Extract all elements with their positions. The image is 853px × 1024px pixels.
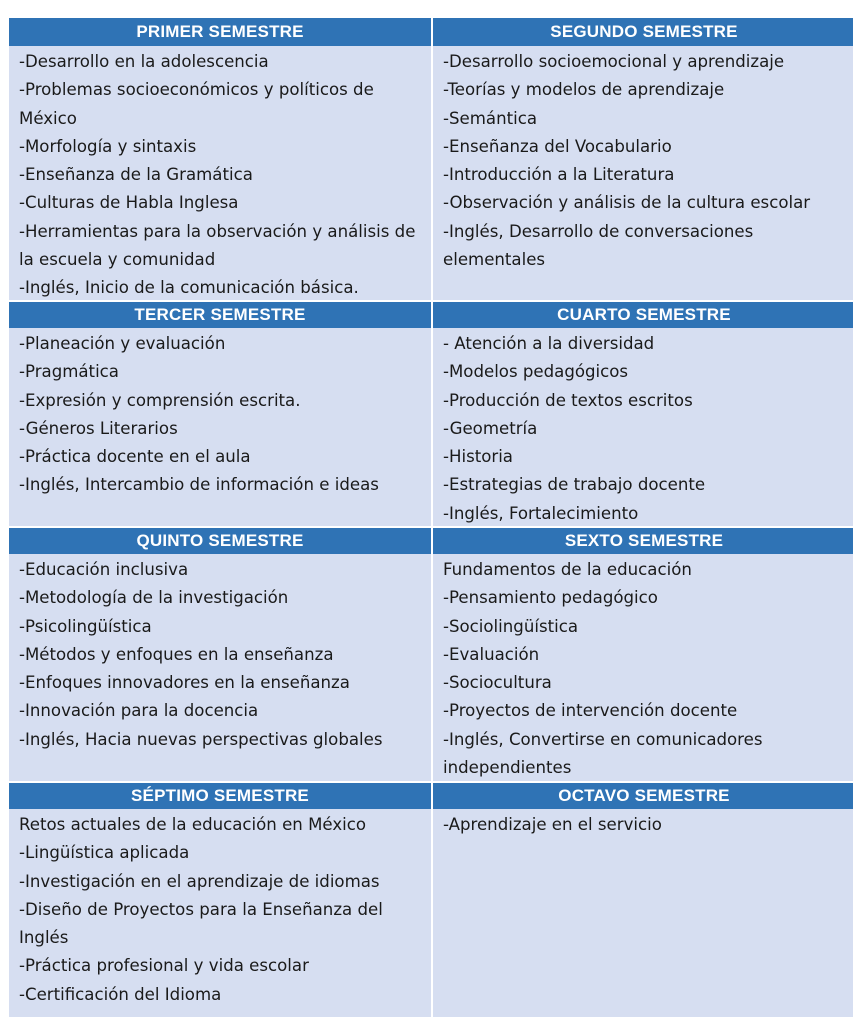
- semester-header: SÉPTIMO SEMESTRE: [9, 781, 433, 809]
- semester-header: QUINTO SEMESTRE: [9, 526, 433, 554]
- course-list: [443, 556, 853, 781]
- course-item: -Práctica docente en el aula: [19, 447, 251, 467]
- course-item: -Producción de textos escritos: [443, 390, 693, 410]
- course-item: -Sociolingüística: [443, 616, 579, 636]
- semester-courses-cell: [433, 809, 853, 1017]
- course-item: -Pragmática: [19, 362, 119, 382]
- semester-courses-cell: [9, 554, 433, 781]
- course-item: -Problemas socioeconómicos y políticos de México: [19, 80, 374, 128]
- course-list: [19, 811, 431, 1009]
- course-list: [19, 330, 431, 500]
- course-item: -Psicolingüística: [19, 616, 152, 636]
- course-item: -Semántica: [443, 108, 537, 128]
- course-item: Fundamentos de la educación: [443, 560, 692, 579]
- course-item: -Educación inclusiva: [19, 560, 189, 579]
- course-item: -Estrategias de trabajo docente: [443, 475, 706, 495]
- course-item: -Enseñanza de la Gramática: [19, 165, 253, 185]
- semester-courses-cell: [9, 46, 433, 300]
- course-item: -Métodos y enfoques en la enseñanza: [19, 644, 334, 664]
- course-list: [443, 48, 853, 274]
- course-item: -Culturas de Habla Inglesa: [19, 193, 239, 213]
- course-item: -Enfoques innovadores en la enseñanza: [19, 673, 350, 693]
- course-item: -Expresión y comprensión escrita.: [19, 390, 301, 410]
- course-item: -Géneros Literarios: [19, 418, 178, 438]
- semester-header: CUARTO SEMESTRE: [433, 300, 853, 328]
- course-item: -Práctica profesional y vida escolar: [19, 956, 309, 976]
- course-item: -Innovación para la docencia: [19, 701, 259, 721]
- semester-header: TERCER SEMESTRE: [9, 300, 433, 328]
- course-item: -Introducción a la Literatura: [443, 165, 675, 185]
- course-item: -Evaluación: [443, 644, 540, 664]
- semester-header: SEGUNDO SEMESTRE: [433, 18, 853, 46]
- course-item: -Historia: [443, 447, 513, 467]
- semester-courses-cell: [433, 554, 853, 781]
- semester-header: OCTAVO SEMESTRE: [433, 781, 853, 809]
- course-item: -Desarrollo en la adolescencia: [19, 52, 269, 71]
- course-item: -Investigación en el aprendizaje de idiomas: [19, 871, 380, 891]
- course-item: -Inglés, Intercambio de información e ideas: [19, 475, 379, 495]
- course-item: -Observación y análisis de la cultura escolar: [443, 193, 811, 213]
- semester-courses-cell: [433, 46, 853, 300]
- course-item: -Inglés, Desarrollo de conversaciones elementales: [443, 221, 754, 270]
- course-item: - Atención a la diversidad: [443, 334, 655, 353]
- course-item: -Teorías y modelos de aprendizaje: [443, 80, 725, 100]
- course-item: -Planeación y evaluación: [19, 334, 226, 353]
- course-item: -Inglés, Convertirse en comunicadores independientes: [443, 729, 763, 778]
- semester-courses-cell: [9, 328, 433, 526]
- course-item: -Modelos pedagógicos: [443, 362, 629, 382]
- course-item: -Proyectos de intervención docente: [443, 701, 738, 721]
- course-item: -Enseñanza del Vocabulario: [443, 136, 672, 156]
- course-list: [443, 330, 853, 526]
- semester-header: PRIMER SEMESTRE: [9, 18, 433, 46]
- curriculum-table: [9, 18, 853, 1017]
- course-item: -Geometría: [443, 418, 538, 438]
- course-item: -Inglés, Hacia nuevas perspectivas globales: [19, 729, 383, 749]
- course-item: Retos actuales de la educación en México: [19, 815, 367, 834]
- course-item: -Pensamiento pedagógico: [443, 588, 658, 608]
- course-item: -Aprendizaje en el servicio: [443, 815, 662, 834]
- course-item: -Herramientas para la observación y análisis de la escuela y comunidad: [19, 221, 416, 270]
- course-list: [19, 556, 431, 754]
- course-item: -Diseño de Proyectos para la Enseñanza del Inglés: [19, 899, 383, 948]
- course-item: -Morfología y sintaxis: [19, 136, 197, 156]
- course-item: -Metodología de la investigación: [19, 588, 289, 608]
- semester-header: SEXTO SEMESTRE: [433, 526, 853, 554]
- course-item: -Certificación del Idioma: [19, 984, 222, 1004]
- semester-courses-cell: [433, 328, 853, 526]
- course-item: -Desarrollo socioemocional y aprendizaje: [443, 52, 785, 71]
- course-item: -Inglés, Inicio de la comunicación básica.: [19, 278, 359, 298]
- course-item: -Lingüística aplicada: [19, 843, 190, 863]
- course-item: -Sociocultura: [443, 673, 552, 693]
- course-list: [443, 811, 853, 839]
- course-item: -Inglés, Fortalecimiento: [443, 503, 639, 523]
- course-list: [19, 48, 431, 300]
- semester-courses-cell: [9, 809, 433, 1017]
